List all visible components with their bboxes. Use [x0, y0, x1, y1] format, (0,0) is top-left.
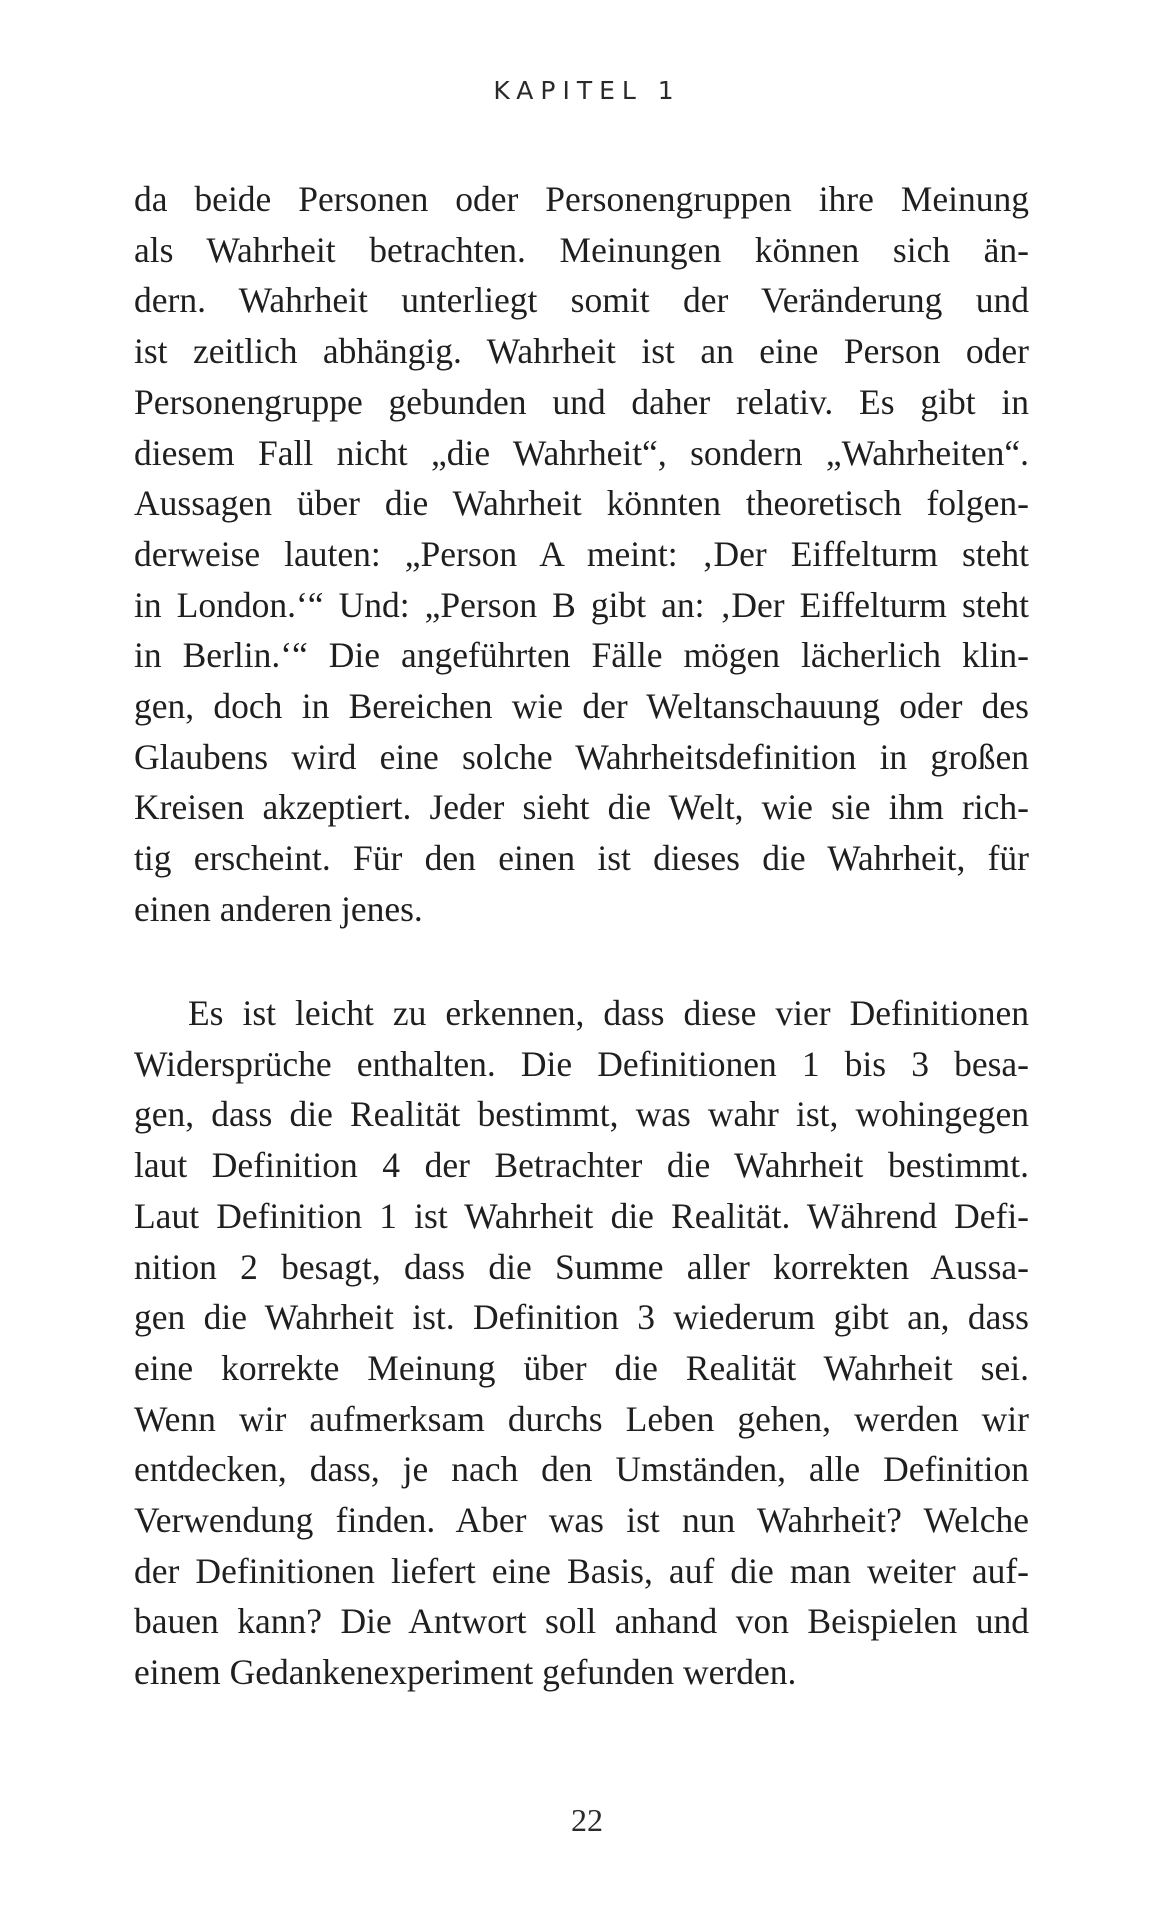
- text-line: gen die Wahrheit ist. Definition 3 wiederum gibt an, dass: [134, 1297, 1029, 1338]
- text-line: in London.‘“ Und: „Person B gibt an: ‚Der Eiffelturm steht: [134, 584, 1029, 625]
- text-line: Laut Definition 1 ist Wahrheit die Realität. Während Defi-: [134, 1195, 1029, 1236]
- text-line: da beide Personen oder Personengruppen ihre Meinung: [134, 179, 1029, 219]
- text-line: gen, doch in Bereichen wie der Weltanschauung oder des: [134, 686, 1029, 727]
- text-line: Glaubens wird eine solche Wahrheitsdefinition in großen: [134, 736, 1029, 777]
- text-line: diesem Fall nicht „die Wahrheit“, sondern „Wahrheiten“.: [134, 432, 1029, 473]
- paragraph-1: [134, 174, 1029, 935]
- text-line: ist zeitlich abhängig. Wahrheit ist an eine Person oder: [134, 331, 1029, 372]
- text-line: derweise lauten: „Person A meint: ‚Der Eiffelturm steht: [134, 533, 1029, 574]
- running-head: KAPITEL 1: [493, 76, 681, 105]
- text-line: nition 2 besagt, dass die Summe aller korrekten Aussa-: [134, 1246, 1029, 1287]
- text-line: bauen kann? Die Antwort soll anhand von Beispielen und: [134, 1601, 1029, 1642]
- text-line: dern. Wahrheit unterliegt somit der Veränderung und: [134, 280, 1029, 321]
- text-line: eine korrekte Meinung über die Realität Wahrheit sei.: [134, 1347, 1029, 1388]
- text-line: Es ist leicht zu erkennen, dass diese vier Definitionen: [188, 993, 1029, 1033]
- text-line: entdecken, dass, je nach den Umständen, alle Definition: [134, 1449, 1029, 1490]
- page-number: 22: [571, 1802, 603, 1838]
- text-line: Widersprüche enthalten. Die Definitionen 1 bis 3 besa-: [134, 1043, 1029, 1084]
- text-line: Wenn wir aufmerksam durchs Leben gehen, werden wir: [134, 1398, 1029, 1439]
- text-line: Personengruppe gebunden und daher relativ. Es gibt in: [134, 381, 1029, 422]
- text-line: einen anderen jenes.: [134, 888, 423, 929]
- text-line: Kreisen akzeptiert. Jeder sieht die Welt, wie sie ihm rich-: [134, 787, 1029, 828]
- text-line: laut Definition 4 der Betrachter die Wahrheit bestimmt.: [134, 1145, 1029, 1186]
- text-line: gen, dass die Realität bestimmt, was wahr ist, wohingegen: [134, 1094, 1029, 1135]
- text-line: der Definitionen liefert eine Basis, auf die man weiter auf-: [134, 1550, 1029, 1591]
- paragraph-2: [134, 988, 1029, 1698]
- text-line: in Berlin.‘“ Die angeführten Fälle mögen lächerlich klin-: [134, 635, 1029, 676]
- text-line: Verwendung finden. Aber was ist nun Wahrheit? Welche: [134, 1500, 1029, 1541]
- text-line: als Wahrheit betrachten. Meinungen können sich än-: [134, 229, 1029, 270]
- text-line: tig erscheint. Für den einen ist dieses die Wahrheit, für: [134, 838, 1029, 879]
- text-line: einem Gedankenexperiment gefunden werden.: [134, 1652, 797, 1693]
- text-line: Aussagen über die Wahrheit könnten theoretisch folgen-: [134, 483, 1029, 524]
